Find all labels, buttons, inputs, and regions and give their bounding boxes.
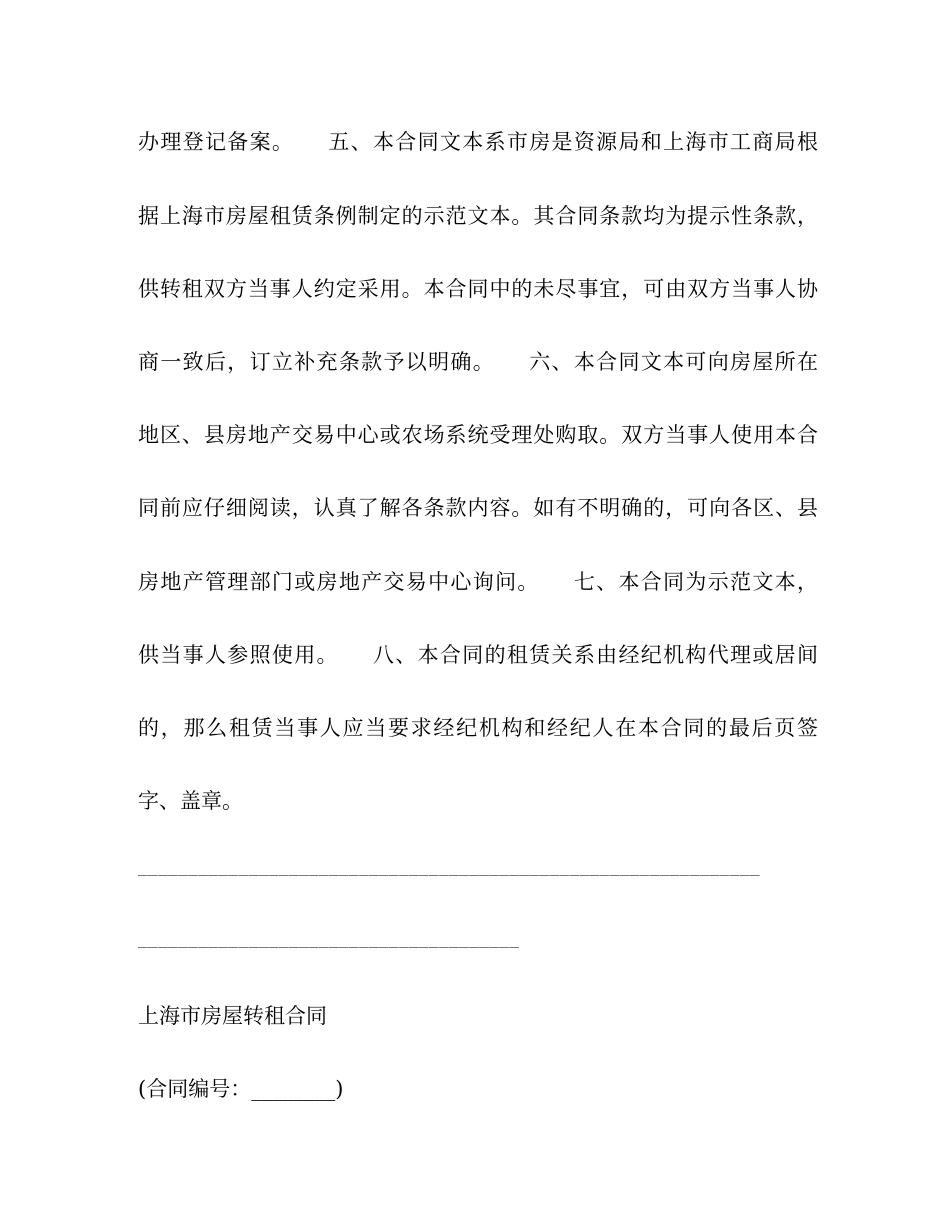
contract-number: (合同编号：________): [138, 1077, 344, 1101]
contract-title: 上海市房屋转租合同: [138, 1004, 327, 1028]
body-line-6: 同前应仔细阅读，认真了解各条款内容。如有不明确的，可向各区、县: [138, 496, 818, 520]
separator-line-1: ______________________________________________________________: [138, 857, 761, 876]
body-line-8: 供当事人参照使用。 八、本合同的租赁关系由经纪机构代理或居间: [138, 643, 818, 667]
separator-line-2: ______________________________________: [138, 929, 520, 948]
body-line-5: 地区、县房地产交易中心或农场系统受理处购取。双方当事人使用本合: [138, 423, 818, 447]
body-line-2: 据上海市房屋租赁条例制定的示范文本。其合同条款均为提示性条款，: [138, 204, 818, 228]
body-line-1: 办理登记备案。 五、本合同文本系市房是资源局和上海市工商局根: [138, 130, 818, 154]
body-line-10: 字、盖章。: [138, 789, 243, 813]
body-line-7: 房地产管理部门或房地产交易中心询问。 七、本合同为示范文本，: [138, 570, 818, 594]
body-line-4: 商一致后，订立补充条款予以明确。 六、本合同文本可向房屋所在: [138, 350, 818, 374]
body-line-3: 供转租双方当事人约定采用。本合同中的未尽事宜，可由双方当事人协: [138, 277, 818, 301]
body-line-9: 的，那么租赁当事人应当要求经纪机构和经纪人在本合同的最后页签: [138, 716, 818, 740]
